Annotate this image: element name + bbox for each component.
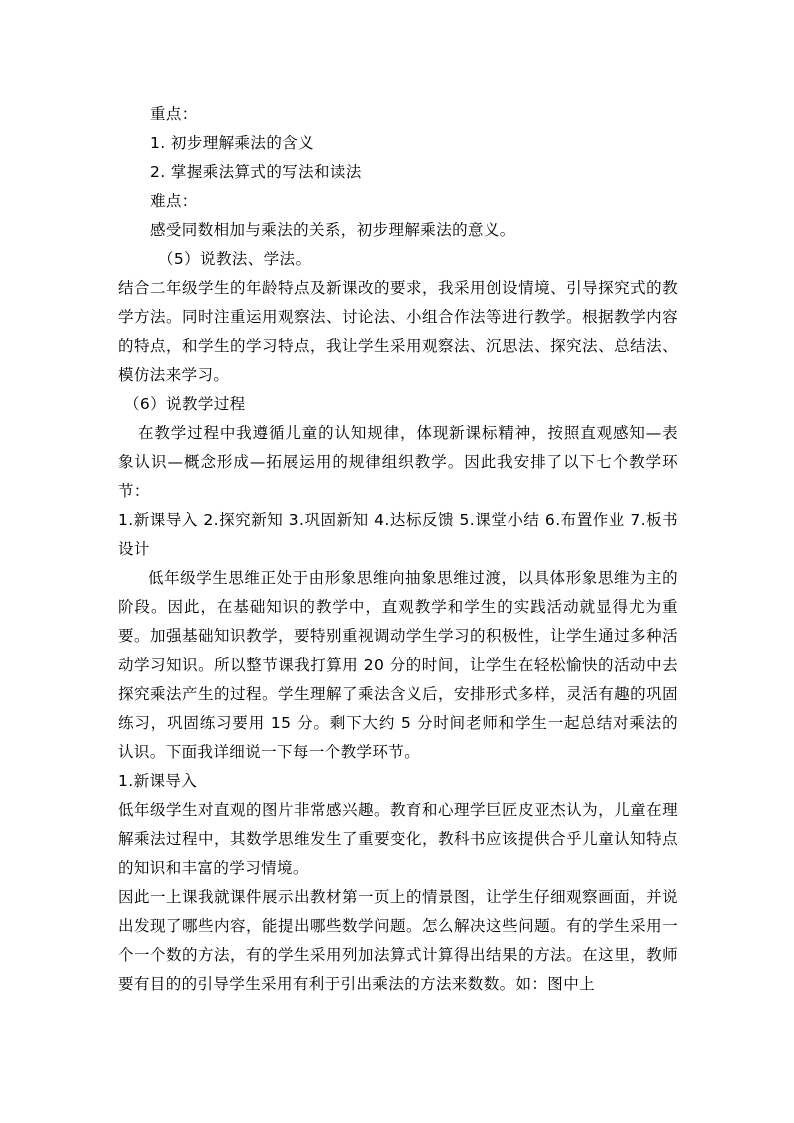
intro-heading: 1.新课导入 — [118, 772, 198, 790]
document-body — [118, 100, 678, 999]
difficulty-heading: 难点： — [150, 192, 198, 210]
key-points-heading: 重点： — [150, 105, 198, 123]
intro-paragraph: 低年级学生对直观的图片非常感兴趣。教育和心理学巨匠皮亚杰认为，儿童在理解乘法过程中，其数学思维发生了重要变化，教科书应该提供合乎儿童认知特点的知识和丰富的学习情境。 — [118, 801, 678, 877]
key-point-1: 1. 初步理解乘法的含义 — [150, 134, 315, 152]
intro-paragraph-2: 因此一上课我就课件展示出教材第一页上的情景图，让学生仔细观察画面，并说出发现了哪些内容，能提出哪些数学问题。怎么解决这些问题。有的学生采用一个一个数的方法，有的学生采用列加法算式计算得出结果的方法。在这里，教师要有目的的引导学生采用有利于引出乘法的方法来数数。如：图中上 — [118, 888, 678, 993]
section6-heading: （6）说教学过程 — [124, 395, 246, 413]
time-allocation-paragraph: 低年级学生思维正处于由形象思维向抽象思维过渡，以具体形象思维为主的阶段。因此，在基础知识的教学中，直观教学和学生的实践活动就显得尤为重要。加强基础知识教学，要特别重视调动学生学习的积极性，让学生通过多种活动学习知识。所以整节课我打算用 20 分的时间，让学生在轻松愉快的活动中去探究乘法产生的过程。学生理解了乘法含义后，安排形式多样，灵活有趣的巩固练习，巩固练习要用 15 分。剩下大约 5 分时间老师和学生一起总结对乘法的认识。下面我详细说一下每一个教学环节。 — [118, 569, 678, 761]
section6-paragraph: 在教学过程中我遵循儿童的认知规律，体现新课标精神，按照直观感知—表象认识—概念形成—拓展运用的规律组织教学。因此我安排了以下七个教学环节： — [118, 424, 678, 500]
section5-heading: （5）说教法、学法。 — [158, 250, 312, 268]
key-point-2: 2. 掌握乘法算式的写法和读法 — [150, 163, 362, 181]
section5-paragraph: 结合二年级学生的年龄特点及新课改的要求，我采用创设情境、引导探究式的教学方法。同时注重运用观察法、讨论法、小组合作法等进行教学。根据教学内容的特点，和学生的学习特点，我让学生采用观察法、沉思法、探究法、总结法、模仿法来学习。 — [118, 279, 678, 384]
difficulty-text: 感受同数相加与乘法的关系，初步理解乘法的意义。 — [150, 221, 516, 239]
teaching-steps-line: 1.新课导入 2.探究新知 3.巩固新知 4.达标反馈 5.课堂小结 6.布置作业 7.板书设计 — [118, 511, 678, 558]
